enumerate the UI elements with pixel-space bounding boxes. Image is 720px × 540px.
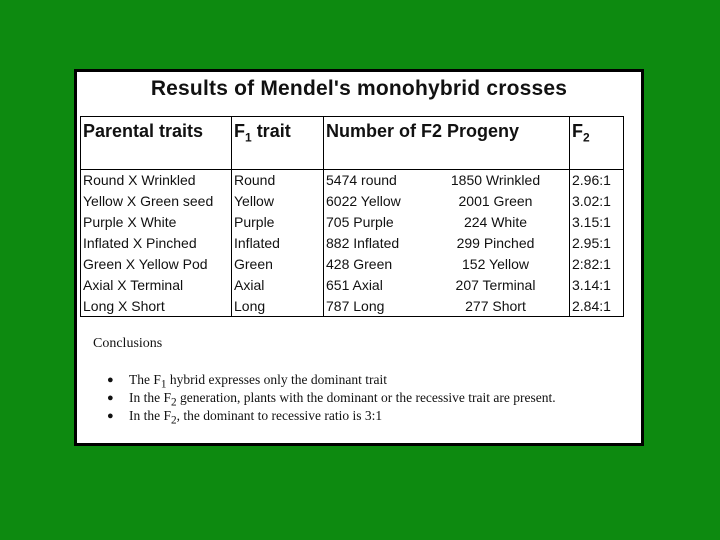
results-table [80,116,624,317]
cell-parental-traits: Yellow X Green seed [81,191,232,212]
dominant-count: 787 Long [326,297,385,314]
bullet-icon: ● [107,374,114,386]
table-row [81,296,624,317]
cell-f2-ratio: 3.15:1 [570,212,624,233]
recessive-count: 299 Pinched [456,235,535,251]
conclusion-item: ● The $F_1$ hybrid expresses only the dominant trait [107,372,387,391]
table-row [81,170,624,191]
recessive-count: 1850 Wrinkled [450,172,541,189]
cell-f1-trait: Yellow [232,191,324,212]
cell-f2-ratio: 2.96:1 [570,170,624,191]
recessive-count: 277 Short [465,297,526,314]
cell-f2-progeny [324,191,570,212]
table-row [81,275,624,296]
recessive-count: 224 White [463,214,528,230]
cell-f2-ratio: 3.02:1 [570,191,624,212]
cell-f2-progeny [324,254,570,275]
conclusions-section [93,336,556,425]
bullet-icon: ● [107,410,114,422]
cell-f2-progeny [324,212,570,233]
cell-f1-trait: Axial [232,275,324,296]
cell-f2-progeny [324,170,570,191]
cell-f2-progeny [324,275,570,296]
dominant-count: 651 Axial [326,277,383,293]
cell-parental-traits: Purple X White [81,212,232,233]
conclusion-item: ● In the $F_2$, the dominant to recessive ratio is 3:1 [107,408,383,427]
cell-parental-traits: Long X Short [81,296,232,317]
conclusions-heading: Conclusions [93,336,163,351]
cell-f2-progeny [324,296,570,317]
cell-f2-ratio: 2.95:1 [570,233,624,254]
recessive-count: 152 Yellow [462,256,529,272]
slide-title: Results of Mendel's monohybrid crosses [150,77,568,100]
cell-f2-ratio: 3.14:1 [570,275,624,296]
table-row [81,233,624,254]
recessive-count: 2001 Green [458,193,533,209]
cell-f2-ratio: 2:82:1 [570,254,624,275]
header-f1-trait: $F_1$ trait [232,117,324,170]
dominant-count: 6022 Yellow [326,193,401,209]
cell-parental-traits: Inflated X Pinched [81,233,232,254]
cell-f2-progeny [324,233,570,254]
cell-parental-traits: Round X Wrinkled [81,170,232,191]
cell-f1-trait: Green [232,254,324,275]
table-row [81,191,624,212]
conclusion-item: ● In the $F_2$ generation, plants with the dominant or the recessive trait are present. [107,390,556,409]
content-panel [74,69,644,446]
cell-f2-ratio: 2.84:1 [570,296,624,317]
dominant-count: 5474 round [326,172,397,189]
cell-f1-trait: Purple [232,212,324,233]
cell-f1-trait: Inflated [232,233,324,254]
header-f2-progeny: Number of F2 Progeny [324,117,570,170]
cell-parental-traits: Axial X Terminal [81,275,232,296]
bullet-icon: ● [107,392,114,404]
conclusions-list [93,371,556,425]
header-parental-traits: Parental traits [81,117,232,170]
header-f2-ratio: $F_2$ [570,117,624,170]
cell-parental-traits: Green X Yellow Pod [81,254,232,275]
dominant-count: 428 Green [326,256,393,272]
dominant-count: 882 Inflated [326,235,400,251]
cell-f1-trait: Round [232,170,324,191]
recessive-count: 207 Terminal [455,277,536,293]
table-row [81,212,624,233]
cell-f1-trait: Long [232,296,324,317]
table-header-row [81,117,624,170]
table-row [81,254,624,275]
dominant-count: 705 Purple [326,214,394,230]
